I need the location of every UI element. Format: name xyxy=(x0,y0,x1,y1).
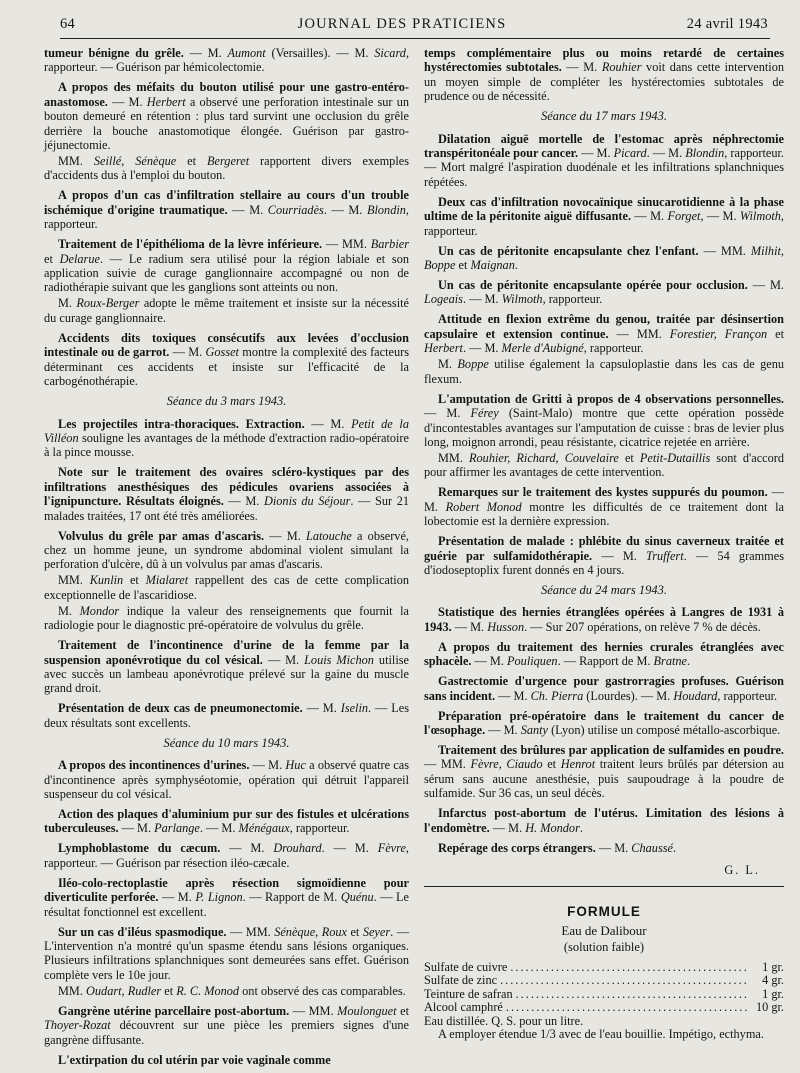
article-comment: MM. Rouhier, Richard, Couvelaire et Petit-Dutaillis sont d'accord pour affirmer les avantages de cette intervention. xyxy=(424,450,784,480)
ingredient-row: Sulfate de cuivre ..... 1 gr. xyxy=(424,961,784,975)
article-entry: Note sur le traitement des ovaires scléro-kystiques par des infiltrations anesthésiques des pédicules ovariens associées à l'ignipuncture. Résultats éloignés. — M. Dionis du Séjour. — Sur 21 malades traitées, 17 ont été très améliorées. xyxy=(44,465,409,523)
article-entry: Gastrectomie d'urgence pour gastrorragies profuses. Guérison sans incident. — M. Ch. Pierra (Lourdes). — M. Houdard, rapporteur. xyxy=(424,674,784,703)
article-entry: tumeur bénigne du grêle. — M. Aumont (Versailles). — M. Sicard, rapporteur. — Guérison par hémicolectomie. xyxy=(44,46,410,75)
session-heading: Séance du 17 mars 1943. xyxy=(540,109,668,124)
article-entry: Préparation pré-opératoire dans le traitement du cancer de l'œsophage. — M. Santy (Lyon) utilise un composé métallo-ascorbique. xyxy=(424,708,784,737)
article-entry: Iléo-colo-rectoplastie après résection sigmoïdienne pour diverticulite perforée. — M. P. Lignon. — Rapport de M. Quénu. — Le résultat fonctionnel est excellent. xyxy=(44,875,409,919)
article-entry: temps complémentaire plus ou moins retardé de certaines hystérectomies subtotales. — M. Rouhier voit dans cette intervention un moyen simple de compléter les hystérectomies subtotales de prudence ou de nécessité. xyxy=(424,46,785,104)
header-rule xyxy=(60,38,770,39)
article-entry: Infarctus post-abortum de l'utérus. Limitation des lésions à l'endomètre. — M. H. Mondor. xyxy=(424,806,784,835)
article-entry: Action des plaques d'aluminium pur sur des fistules et ulcérations tuberculeuses. — M. Parlange. — M. Ménégaux, rapporteur. xyxy=(44,807,409,836)
article-entry: Accidents dits toxiques consécutifs aux levées d'occlusion intestinale ou de garrot. — M. Gosset montre la complexité des facteurs déterminant ces accidents et insiste sur l'efficacité de la carbogénothérapie. xyxy=(44,330,409,389)
article-entry: Un cas de péritonite encapsulante chez l'enfant. — MM. Milhit, Boppe et Maignan. xyxy=(424,243,784,273)
article-entry: Volvulus du grêle par amas d'ascaris. — M. Latouche a observé, chez un homme jeune, un syndrome abdominal violent simulant la perforation d'ulcère, dû à un volvulus par amas d'ascaris. xyxy=(44,528,409,572)
article-entry: Les projectiles intra-thoraciques. Extraction. — M. Petit de la Villéon souligne les avantages de la méthode d'extraction radio-opératoire à la pince mousse. xyxy=(44,416,409,460)
article-entry: Traitement de l'épithélioma de la lèvre inférieure. — MM. Barbier et Delarue. — Le radium sera utilisé pour la région labiale et son application suivie de curage ganglionnaire accompagné ou non de radiothérapie suivant que les ganglions sont atteints ou non. xyxy=(44,237,410,295)
section-divider xyxy=(424,886,784,887)
article-entry: Sur un cas d'iléus spasmodique. — MM. Sénèque, Roux et Seyer. — L'intervention n'a montré qu'un spasme étendu sans lésions organiques. Plusieurs infiltrations splanchniques sont demeurées sans effet. Guérison complète vers le 10e jour. xyxy=(44,924,409,982)
article-entry: A propos du traitement des hernies crurales étranglées avec sphacèle. — M. Pouliquen. — Rapport de M. Bratne. xyxy=(424,639,784,669)
formule-name: Eau de Dalibour xyxy=(561,922,647,938)
page-header xyxy=(24,14,780,36)
article-comment: MM. Seillé, Sénèque et Bergeret rapportent divers exemples d'accidents dus à l'emploi du bouton. xyxy=(44,154,409,183)
article-entry: L'amputation de Gritti à propos de 4 observations personnelles. — M. Férey (Saint-Malo) montre que cette opération possède d'incontestables avantages sur l'amputation de cuisse : bras de levier plus long, moignon arrondi, peau résistante, cicatrice rejetée en arrière. xyxy=(424,391,784,449)
article-comment: M. Boppe utilise également la capsuloplastie dans les cas de genu flexum. xyxy=(424,357,784,386)
formule-usage: A employer étendue 1/3 avec de l'eau bouillie. Impétigo, ecthyma. xyxy=(438,1027,764,1042)
article-entry: Un cas de péritonite encapsulante opérée pour occlusion. — M. Logeais. — M. Wilmoth, rapporteur. xyxy=(424,278,784,307)
formule-box xyxy=(424,905,784,1041)
session-heading: Séance du 10 mars 1943. xyxy=(163,735,290,750)
formule-title: FORMULE xyxy=(567,904,641,920)
article-entry: Présentation de deux cas de pneumonectomie. — M. Iselin. — Les deux résultats sont excellents. xyxy=(44,701,410,730)
right-column xyxy=(424,46,784,1042)
article-entry: Deux cas d'infiltration novocaïnique sinucarotidienne à la phase ultime de la péritonite aiguë diffusante. — M. Forget, — M. Wilmoth, rapporteur. xyxy=(424,194,784,238)
article-comment: MM. Kunlin et Mialaret rappellent des cas de cette complication exceptionnelle de l'ascaridiose. xyxy=(44,573,409,602)
author-signature: G. L. xyxy=(724,863,760,877)
article-entry: Repérage des corps étrangers. — M. Chaussé. xyxy=(438,840,677,855)
article-entry: Gangrène utérine parcellaire post-abortum. — MM. Moulonguet et Thoyer-Rozat découvrent sur une pièce les premiers signes d'une gangrène diffusante. xyxy=(44,1003,409,1047)
article-entry: Statistique des hernies étranglées opérées à Langres de 1931 à 1943. — M. Husson. — Sur 207 opérations, on relève 7 % de décès. xyxy=(424,605,784,634)
article-entry: Remarques sur le traitement des kystes suppurés du poumon. — M. Robert Monod montre les difficultés de ce traitement dont la lobectomie est la dernière expression. xyxy=(424,485,784,529)
article-entry: Traitement des brûlures par application de sulfamides en poudre. — MM. Fèvre, Ciaudo et Henrot traitent leurs brûlés par détersion au sérum sans aucune anesthésie, puis saupoudrage à la poudre de sulfamide. Sur 36 cas, un seul décès. xyxy=(424,742,785,801)
left-column xyxy=(44,46,409,1073)
journal-title: JOURNAL DES PRATICIENS xyxy=(297,16,507,32)
article-comment: M. Roux-Berger adopte le même traitement et insiste sur la nécessité du curage ganglionnaire. xyxy=(44,296,409,325)
article-entry: A propos des incontinences d'urines. — M. Huc a observé quatre cas d'incontinence après symphyséotomie, opération qui détruit l'appareil suspenseur du col vésical. xyxy=(44,758,409,801)
article-entry: Traitement de l'incontinence d'urine de la femme par la suspension aponévrotique du col vésical. — M. Louis Michon utilise avec succès un lambeau aponévrotique prélevé sur la gaine du muscle grand droit. xyxy=(44,638,409,696)
article-comment: M. Mondor indique la valeur des renseignements que fournit la radiologie pour le diagnostic pré-opératoire de volvulus du grêle. xyxy=(44,603,409,633)
session-heading: Séance du 24 mars 1943. xyxy=(540,582,668,597)
article-entry: Présentation de malade : phlébite du sinus caverneux traitée et guérie par sulfamidothérapie. — M. Truffert. — 54 grammes d'iodoseptoplix furent donnés en 4 jours. xyxy=(424,534,784,577)
article-entry: Dilatation aiguë mortelle de l'estomac après néphrectomie transpéritonéale pour cancer. — M. Picard. — M. Blondin, rapporteur. — Mort malgré l'aspiration duodénale et les infiltrations splanchniques répétées. xyxy=(424,131,784,189)
session-heading: Séance du 3 mars 1943. xyxy=(166,394,287,409)
ingredient-row: Teinture de safran ..... 1 gr. xyxy=(424,988,784,1002)
formule-subtitle: (solution faible) xyxy=(563,940,645,955)
article-comment: MM. Oudart, Rudler et R. C. Monod ont observé des cas comparables. xyxy=(58,983,406,998)
article-entry: L'extirpation du col utérin par voie vaginale comme xyxy=(58,1052,331,1067)
article-entry: A propos des méfaits du bouton utilisé pour une gastro-entéro-anastomose. — M. Herbert a observé une perforation intestinale sur un bouton demeuré en rétention : plus tard survint une occlusion du grêle derrière la bouche anastomotique élongée. Guérison par gastro-jéjunectomie. xyxy=(44,80,410,153)
issue-date: 24 avril 1943 xyxy=(686,16,768,32)
formule-eau: Eau distillée. Q. S. pour un litre. xyxy=(424,1013,584,1028)
page-number: 64 xyxy=(60,16,76,32)
ingredient-row: Sulfate de zinc ..... 4 gr. xyxy=(424,974,784,988)
article-entry: Lymphoblastome du cæcum. — M. Drouhard. — M. Fèvre, rapporteur. — Guérison par résection iléo-cæcale. xyxy=(44,841,409,870)
ingredient-row: Alcool camphré ..... 10 gr. xyxy=(424,1001,784,1015)
article-entry: Attitude en flexion extrême du genou, traitée par désinsertion capsulaire et extension continue. — MM. Forestier, Françon et Herbert. — M. Merle d'Aubigné, rapporteur. xyxy=(424,312,784,356)
article-entry: A propos d'un cas d'infiltration stellaire au cours d'un trouble ischémique d'origine traumatique. — M. Courriadès. — M. Blondin, rapporteur. xyxy=(44,188,409,232)
